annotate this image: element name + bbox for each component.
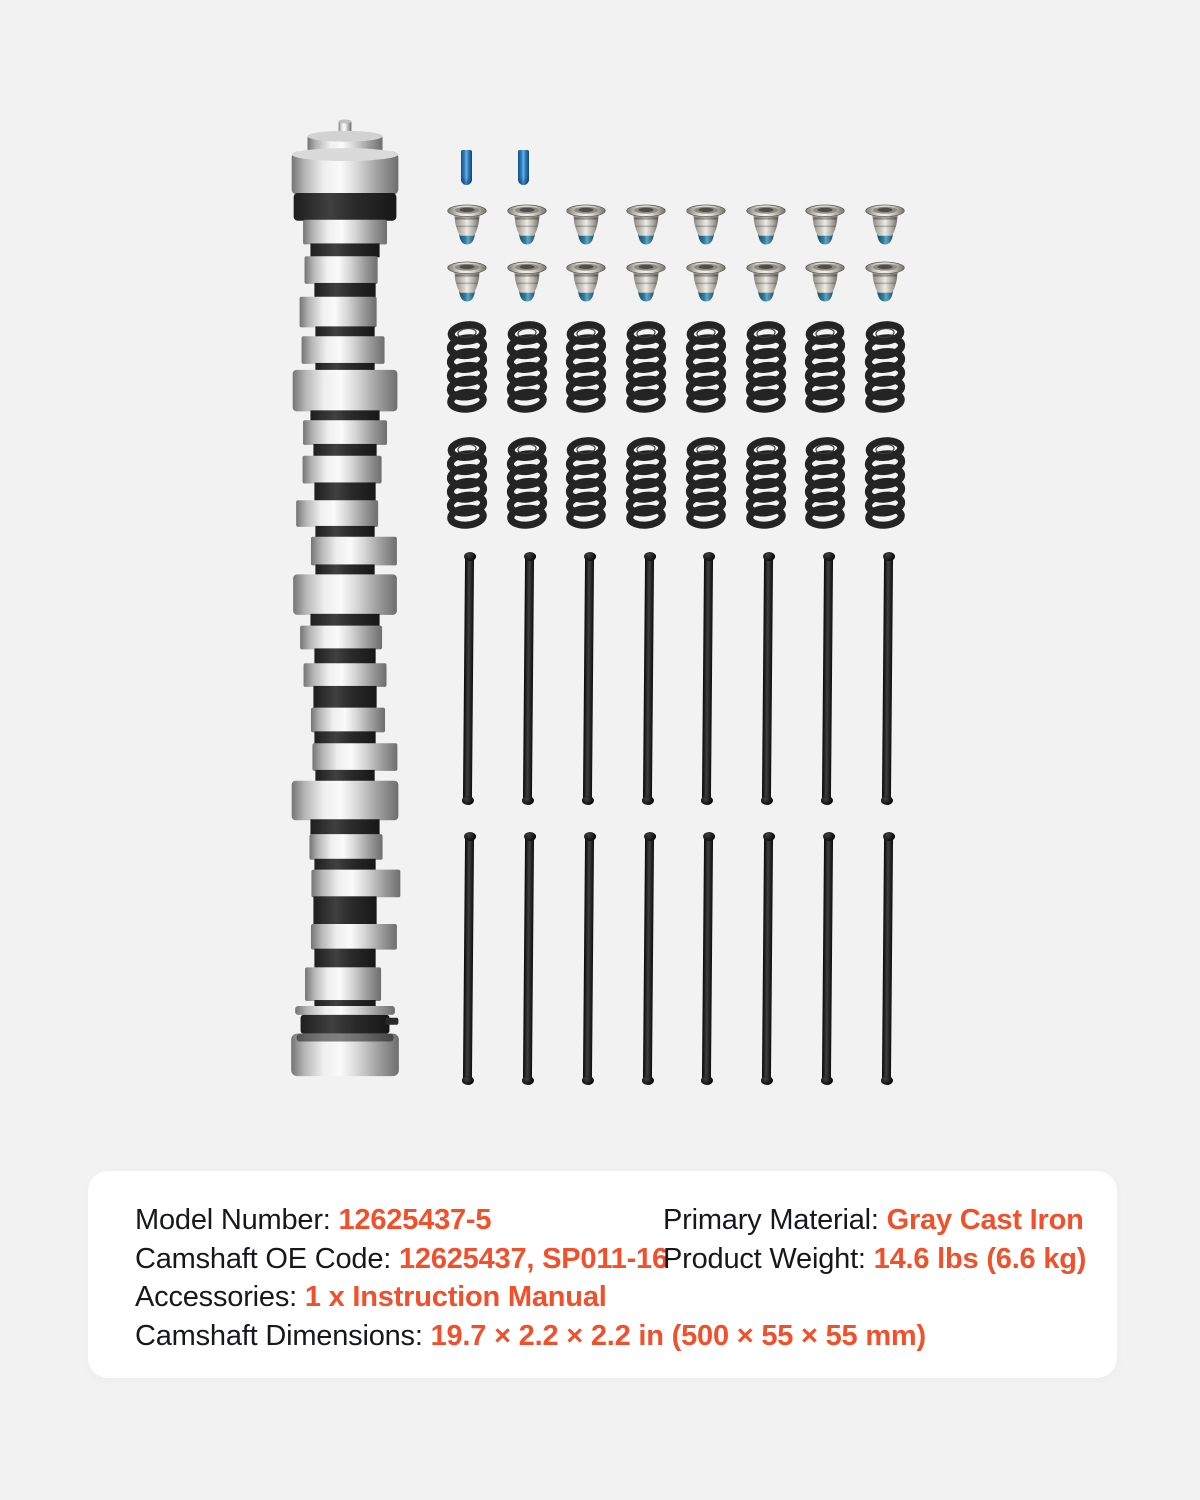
valve-stem-seal xyxy=(805,204,845,247)
spec-accessories xyxy=(135,1278,926,1317)
valve-stem-seal xyxy=(447,204,487,247)
valve-seals-row-1 xyxy=(447,204,905,247)
pushrods-row-2 xyxy=(464,832,892,1085)
valve-spring xyxy=(802,436,848,530)
pushrod xyxy=(463,834,474,1083)
valve-stem-seal xyxy=(507,261,547,304)
pushrod xyxy=(642,554,653,803)
pushrod xyxy=(523,834,534,1083)
valve-stem-seal xyxy=(746,261,786,304)
valve-spring xyxy=(444,436,490,530)
pushrod xyxy=(762,554,773,803)
spec-column-right xyxy=(663,1201,1086,1278)
valve-stem-seal xyxy=(746,204,786,247)
valve-springs-row-1 xyxy=(444,320,908,414)
valve-springs-row-2 xyxy=(444,436,908,530)
pushrod xyxy=(702,834,713,1083)
valve-spring xyxy=(743,320,789,414)
blue-plug xyxy=(518,150,529,185)
valve-stem-seal xyxy=(805,261,845,304)
spec-label: Product Weight: xyxy=(663,1242,874,1275)
spec-weight xyxy=(663,1240,1086,1279)
spec-value: 14.6 lbs (6.6 kg) xyxy=(873,1242,1087,1275)
spec-label: Accessories: xyxy=(135,1281,305,1314)
spec-dimensions xyxy=(135,1317,926,1356)
valve-spring xyxy=(623,320,669,414)
valve-stem-seal xyxy=(447,261,487,304)
valve-spring xyxy=(444,320,490,414)
spec-card xyxy=(88,1171,1117,1378)
valve-stem-seal xyxy=(686,261,726,304)
spec-label: Camshaft OE Code: xyxy=(135,1242,399,1275)
pushrod xyxy=(642,834,653,1083)
spec-label: Model Number: xyxy=(135,1204,339,1236)
pushrod xyxy=(583,554,594,803)
pushrod xyxy=(882,554,893,803)
pushrod xyxy=(822,834,833,1083)
spec-material xyxy=(663,1201,1086,1240)
valve-stem-seal xyxy=(566,261,606,304)
pushrod xyxy=(523,554,534,803)
valve-stem-seal xyxy=(566,204,606,247)
valve-spring xyxy=(862,436,908,530)
valve-stem-seal xyxy=(626,204,666,247)
valve-stem-seal xyxy=(626,261,666,304)
valve-stem-seal xyxy=(507,204,547,247)
valve-spring xyxy=(504,320,550,414)
valve-spring xyxy=(683,436,729,530)
pushrod xyxy=(583,834,594,1083)
valve-spring xyxy=(623,436,669,530)
pushrod xyxy=(702,554,713,803)
spec-value: 12625437, SP011-16 xyxy=(398,1242,668,1275)
pushrod xyxy=(463,554,474,803)
spec-value: 12625437-5 xyxy=(338,1204,492,1236)
valve-spring xyxy=(862,320,908,414)
spec-value: 19.7 × 2.2 × 2.2 in (500 × 55 × 55 mm) xyxy=(430,1319,926,1352)
valve-stem-seal xyxy=(686,204,726,247)
valve-stem-seal xyxy=(865,204,905,247)
pushrod xyxy=(822,554,833,803)
spec-value: Gray Cast Iron xyxy=(886,1204,1084,1236)
pushrod xyxy=(762,834,773,1083)
valve-seals-row-2 xyxy=(447,261,905,304)
valve-spring xyxy=(504,436,550,530)
valve-spring xyxy=(683,320,729,414)
blue-plug xyxy=(461,150,472,185)
pushrod xyxy=(882,834,893,1083)
pushrods-row-1 xyxy=(464,552,892,805)
valve-spring xyxy=(743,436,789,530)
plugs-row xyxy=(461,150,529,185)
valve-spring xyxy=(563,436,609,530)
spec-value: 1 x Instruction Manual xyxy=(304,1281,607,1314)
spec-label: Camshaft Dimensions: xyxy=(135,1319,431,1352)
valve-spring xyxy=(802,320,848,414)
valve-spring xyxy=(563,320,609,414)
spec-label: Primary Material: xyxy=(663,1204,887,1236)
camshaft-image xyxy=(288,117,406,1083)
valve-stem-seal xyxy=(865,261,905,304)
